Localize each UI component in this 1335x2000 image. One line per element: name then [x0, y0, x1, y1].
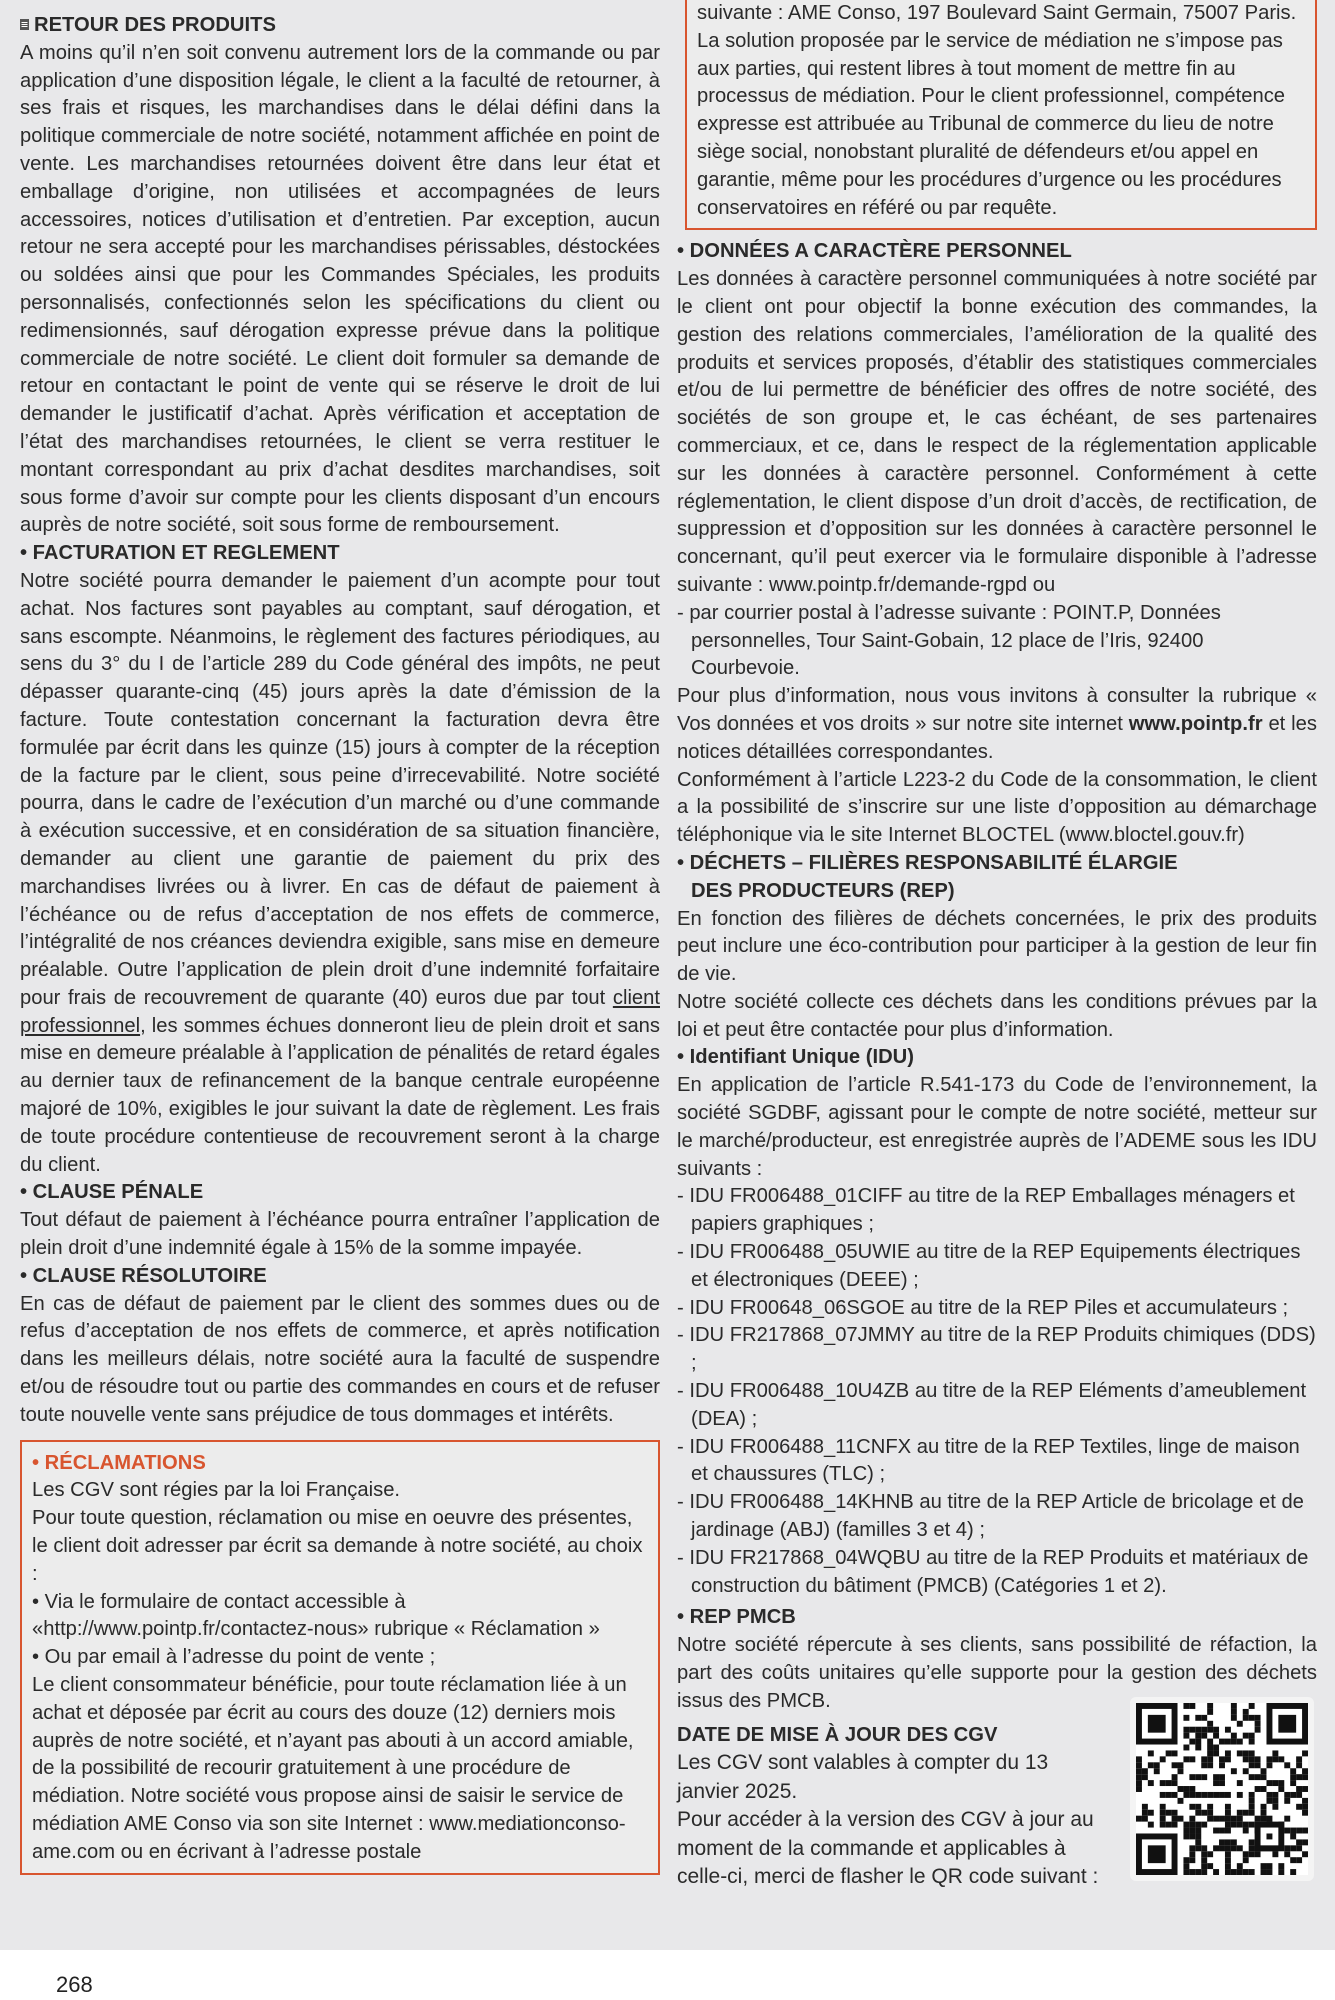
section-date-title: DATE DE MISE À JOUR DES CGV	[677, 1723, 998, 1746]
list-item: - IDU FR006488_10U4ZB au titre de la REP Eléments d’ameublement (DEA) ;	[677, 1380, 1307, 1430]
reclamations-p2: Pour toute question, réclamation ou mise en oeuvre des présentes, le client doit adresser par écrit sa demande à notre société, au choix :	[32, 1507, 643, 1585]
mediation-continuation-box	[685, 0, 1317, 230]
qr-code[interactable]	[1130, 1697, 1314, 1881]
list-marker-icon	[20, 19, 29, 30]
right-column	[677, 2, 1317, 1892]
date-p1: Les CGV sont valables à compter du 13 janvier 2025.	[677, 1751, 1049, 1803]
mediation-p2: La solution proposée par le service de médiation ne s’impose pas aux parties, qui restent libres à tout moment de mettre fin au processus de médiation. Pour le client professionnel, compétence expresse est attribuée au Tribunal de commerce du lieu de notre siège social, nonobstant pluralité de défendeurs et/ou appel en garantie, même pour les procédures d’urgence ou les procédures conservatoires en référé ou par requête.	[697, 29, 1286, 219]
section-dechets-title-1: • DÉCHETS – FILIÈRES RESPONSABILITÉ ÉLARGIE	[677, 851, 1178, 874]
date-p2: Pour accéder à la version des CGV à jour au moment de la commande et applicables à celle-ci, merci de flasher le QR code suivant :	[677, 1808, 1099, 1889]
section-pmcb-title: • REP PMCB	[677, 1606, 796, 1629]
section-idu-title: • Identifiant Unique (IDU)	[677, 1046, 914, 1069]
section-retour-title: RETOUR DES PRODUITS	[20, 12, 660, 40]
left-column	[20, 12, 660, 1875]
section-dechets-title-2: DES PRODUCTEURS (REP)	[691, 879, 955, 902]
section-penale-text: Tout défaut de paiement à l’échéance pourra entraîner l’application de plein droit d’une indemnité égale à 15% de la somme impayée.	[20, 1209, 660, 1260]
section-penale-title: • CLAUSE PÉNALE	[20, 1181, 204, 1204]
section-resolutoire-text: En cas de défaut de paiement par le client des sommes dues ou de refus d’acceptation de nos effets de commerce, et après notification dans les meilleurs délais, notre société aura la faculté de suspendre et/ou de résoudre tout ou partie des commandes en cours et de refuser toute nouvelle vente sans préjudice de tous dommages et intérêts.	[20, 1292, 660, 1426]
client-professionnel-link[interactable]: client professionnel	[20, 986, 660, 1037]
section-donnees-title: • DONNÉES A CARACTÈRE PERSONNEL	[677, 240, 1072, 263]
list-item: - IDU FR006488_05UWIE au titre de la REP Equipements électriques et électroniques (DEEE) ;	[677, 1241, 1301, 1291]
section-resolutoire-title: • CLAUSE RÉSOLUTOIRE	[20, 1264, 267, 1287]
list-item: - IDU FR217868_07JMMY au titre de la REP Produits chimiques (DDS) ;	[677, 1324, 1316, 1375]
pointp-link[interactable]: www.pointp.fr	[1128, 712, 1263, 735]
donnees-p2: - par courrier postal à l’adresse suivante : POINT.P, Données personnelles, Tour Saint-Gobain, 12 place de l’Iris, 92400 Courbevoie.	[677, 601, 1221, 680]
reclamations-p3: • Via le formulaire de contact accessible à «http://www.pointp.fr/contactez-nous» rubrique « Réclamation »	[32, 1590, 600, 1641]
qr-code-image	[1136, 1703, 1308, 1875]
section-facturation-title: • FACTURATION ET REGLEMENT	[20, 542, 340, 565]
date-block	[677, 1749, 1107, 1892]
pmcb-text: Notre société répercute à ses clients, sans possibilité de réfaction, la part des coûts unitaires qu’elle supporte pour la gestion des déchets issus des PMCB.	[677, 1634, 1317, 1712]
section-reclamations-title: • RÉCLAMATIONS	[32, 1451, 206, 1474]
reclamations-box	[20, 1440, 660, 1875]
reclamations-p5: Le client consommateur bénéficie, pour toute réclamation liée à un achat et déposée par écrit au cours des douze (12) derniers mois auprès de notre société, et n’ayant pas abouti à un accord amiable, de la possibilité de recourir gratuitement à une procédure de médiation. Notre société vous propose ainsi de saisir le service de médiation AME Conso via son site Internet : www.mediationconso-ame.com ou en écrivant à l’adresse postale	[32, 1674, 634, 1863]
donnees-p4: Conformément à l’article L223-2 du Code de la consommation, le client a la possibilité de s’inscrire sur une liste d’opposition au démarchage téléphonique via le site Internet BLOCTEL (www.bloctel.gouv.fr)	[677, 768, 1317, 847]
section-facturation-text: Notre société pourra demander le paiement d’un acompte pour tout achat. Nos factures sont payables au comptant, sauf dérogation, et sans escompte. Néanmoins, le règlement des factures périodiques, au sens du 3° du I de l’article 289 du Code général des impôts, ne peut dépasser quarante-cinq (45) jours après la date d’émission de la facture. Toute contestation concernant la facturation devra être formulée par écrit dans les quinze (15) jours à compter de la réception de la facture par le client, sous peine d’irrecevabilité. Notre société pourra, dans le cadre de l’exécution d’un marché ou d’une commande à exécution successive, et en considération de sa situation financière, demander au client une garantie de paiement du prix des marchandises livrées ou à livrer. En cas de défaut de paiement à l’échéance ou de refus d’acceptation de nos effets de commerce, l’intégralité de nos créances deviendra exigible, sans mise en demeure préalable. Outre l’application de plein droit d’une indemnité forfaitaire pour frais de recouvrement de quarante (40) euros due par tout client professionnel, les sommes échues donneront lieu de plein droit et sans mise en demeure préalable à l’application de pénalités de retard égales au dernier taux de refinancement de la banque centrale européenne majoré de 10%, exigibles le jour suivant la date de règlement. Les frais de toute procédure contentieuse de recouvrement seront à la charge du client.	[20, 569, 660, 1176]
idu-p1: En application de l’article R.541-173 du Code de l’environnement, la société SGDBF, agissant pour le compte de notre société, metteur sur le marché/producteur, est enregistrée auprès de l’ADEME sous les IDU suivants :	[677, 1074, 1317, 1180]
donnees-p3: Pour plus d’information, nous vous invitons à consulter la rubrique « Vos données et vos droits » sur notre site internet www.pointp.fr et les notices détaillées correspondantes.	[677, 685, 1317, 763]
reclamations-p4: • Ou par email à l’adresse du point de vente ;	[32, 1646, 436, 1669]
list-item: - IDU FR00648_06SGOE au titre de la REP Piles et accumulateurs ;	[677, 1296, 1289, 1319]
dechets-p1: En fonction des filières de déchets concernées, le prix des produits peut inclure une éco-contribution pour participer à la gestion de leur fin de vie.	[677, 907, 1317, 986]
page-number: 268	[56, 1972, 93, 1997]
section-retour-text: A moins qu’il n’en soit convenu autrement lors de la commande ou par application d’une disposition légale, le client a la faculté de retourner, à ses frais et risques, les marchandises dans le délai défini dans la politique commerciale de notre société, notamment affichée en point de vente. Les marchandises retournées doivent être dans leur état et emballage d’origine, non utilisées et accompagnées de leurs accessoires, notices d’utilisation et d’entretien. Par exception, aucun retour ne sera accepté pour les marchandises périssables, déstockées ou soldées ainsi que pour les Commandes Spéciales, les produits personnalisés, confectionnés selon les spécifications du client ou redimensionnés, sauf dérogation expresse prévue dans la politique commerciale de notre société. Le client doit formuler sa demande de retour en contactant le point de vente qui se réserve le droit de lui demander le justificatif d’achat. Après vérification et acceptation de l’état des marchandises retournées, le client se verra restituer le montant correspondant au prix d’achat desdites marchandises, soit sous forme d’avoir sur compte pour les clients disposant d’un encours auprès de notre société, soit sous forme de remboursement.	[20, 41, 660, 537]
list-item: - IDU FR006488_11CNFX au titre de la REP Textiles, linge de maison et chaussures (TLC) ;	[677, 1435, 1300, 1486]
dechets-p2: Notre société collecte ces déchets dans les conditions prévues par la loi et peut être contactée pour plus d’information.	[677, 990, 1317, 1041]
list-item: - IDU FR217868_04WQBU au titre de la REP Produits et matériaux de construction du bâtiment (PMCB) (Catégories 1 et 2).	[677, 1546, 1309, 1597]
mediation-p1: suivante : AME Conso, 197 Boulevard Saint Germain, 75007 Paris.	[697, 2, 1297, 24]
list-item: - IDU FR006488_01CIFF au titre de la REP Emballages ménagers et papiers graphiques ;	[677, 1185, 1295, 1236]
reclamations-p1: Les CGV sont régies par la loi Française.	[32, 1479, 401, 1502]
list-item: - IDU FR006488_14KHNB au titre de la REP Article de bricolage et de jardinage (ABJ) (familles 3 et 4) ;	[677, 1491, 1304, 1542]
donnees-p1: Les données à caractère personnel communiquées à notre société par le client ont pour objectif la bonne exécution des commandes, la gestion des relations commerciales, l’amélioration de la qualité des produits et services proposés, d’établir des statistiques commerciales et/ou de lui permettre de bénéficier des offres de notre société, des sociétés de son groupe et, le cas échéant, de ses partenaires commerciaux, et ce, dans le respect de la réglementation applicable sur les données à caractère personnel. Conformément à cette réglementation, le client dispose d’un droit d’accès, de rectification, de suppression et d’opposition sur les données à caractère personnel le concernant, qu’il peut exercer via le formulaire disponible à l’adresse suivante : www.pointp.fr/demande-rgpd ou	[677, 268, 1317, 596]
